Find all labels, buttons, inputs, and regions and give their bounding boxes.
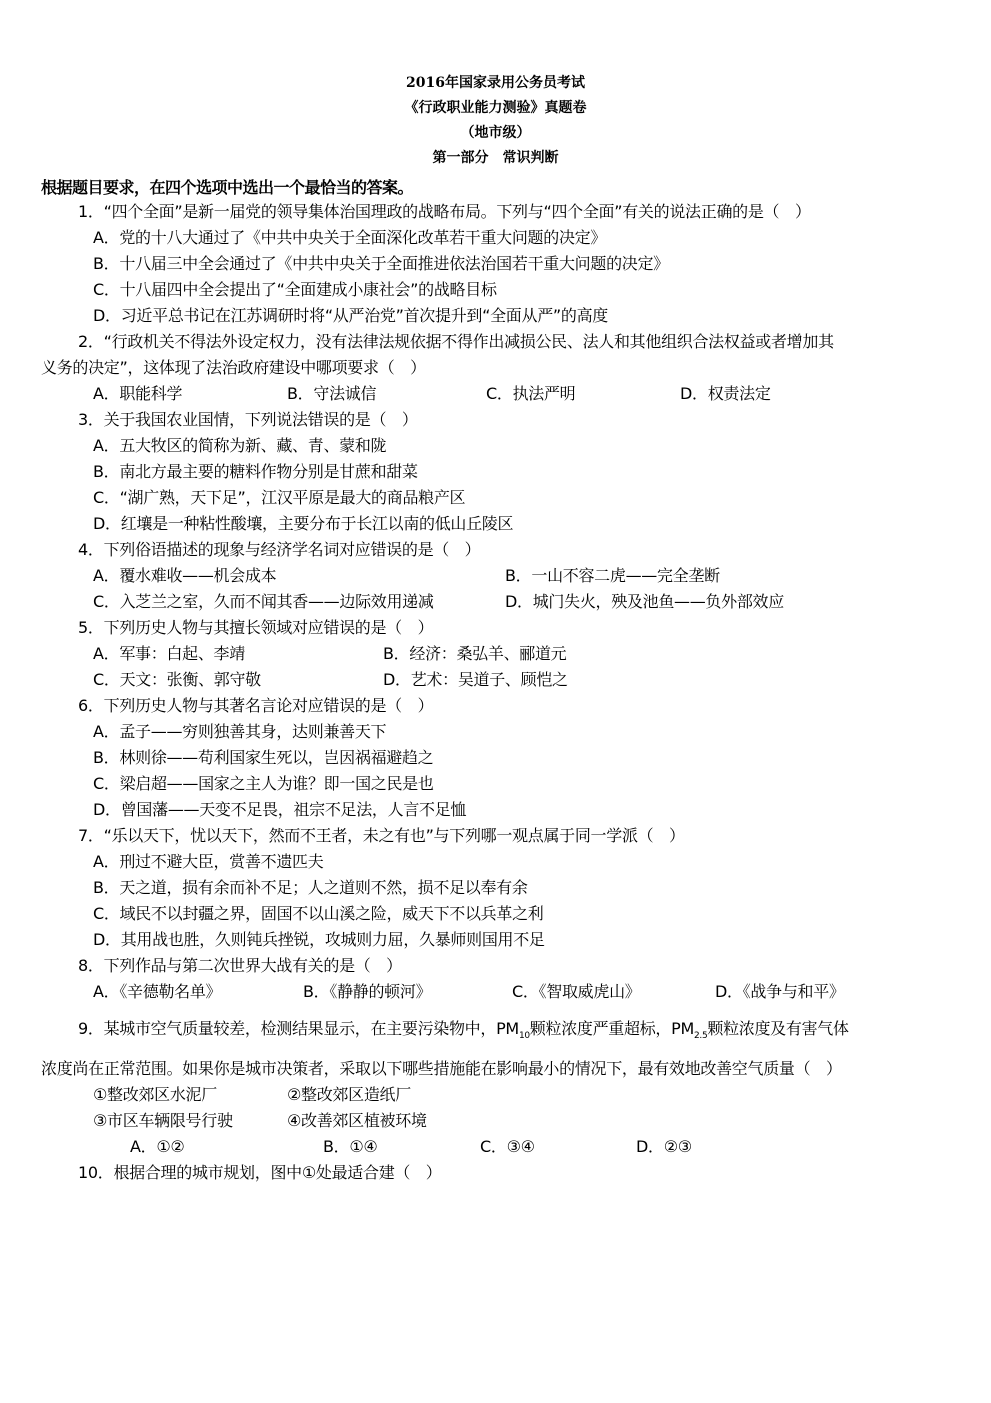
instruction-text: 根据题目要求，在四个选项中选出一个最恰当的答案。 xyxy=(41,178,414,197)
question-8-option-d: D．《战争与和平》 xyxy=(715,982,845,1001)
question-6-option-a: A．孟子——穷则独善其身，达则兼善天下 xyxy=(93,722,387,741)
question-9-text-part3: 颗粒浓度及有害气体 xyxy=(707,1019,849,1038)
question-9-option-d: D．②③ xyxy=(636,1137,692,1156)
exam-title: 2016年国家录用公务员考试 xyxy=(406,75,585,91)
question-9-measure-4: ④改善郊区植被环境 xyxy=(287,1111,427,1130)
question-7-option-d: D．其用战也胜，久则钝兵挫锐，攻城则力屈，久暴师则国用不足 xyxy=(93,930,545,949)
question-3-option-d: D．红壤是一种粘性酸壤，主要分布于长江以南的低山丘陵区 xyxy=(93,514,514,533)
question-5-option-b: B．经济：桑弘羊、郦道元 xyxy=(383,644,567,663)
question-8-option-c: C．《智取威虎山》 xyxy=(512,982,641,1001)
question-3-option-c: C．“湖广熟，天下足”，江汉平原是最大的商品粮产区 xyxy=(93,488,466,507)
question-5-stem: 5．下列历史人物与其擅长领域对应错误的是（ ） xyxy=(78,618,434,637)
question-9-stem-line2: 浓度尚在正常范围。如果你是城市决策者，采取以下哪些措施能在影响最小的情况下，最有效地改善空气质量（ ） xyxy=(41,1059,842,1078)
question-6-stem: 6．下列历史人物与其著名言论对应错误的是（ ） xyxy=(78,696,434,715)
question-5-option-d: D．艺术：吴道子、顾恺之 xyxy=(383,670,568,689)
question-2-option-a: A．职能科学 xyxy=(93,384,183,403)
question-1-option-a: A．党的十八大通过了《中共中央关于全面深化改革若干重大问题的决定》 xyxy=(93,228,607,247)
question-4-option-c: C．入芝兰之室，久而不闻其香——边际效用递减 xyxy=(93,592,434,611)
question-1-option-c: C．十八届四中全会提出了“全面建成小康社会”的战略目标 xyxy=(93,280,497,299)
question-9-option-a: A．①② xyxy=(130,1137,185,1156)
question-9-measure-1: ①整改郊区水泥厂 xyxy=(93,1085,217,1104)
question-9-option-c: C．③④ xyxy=(480,1137,535,1156)
question-2-stem-line2: 义务的决定”，这体现了法治政府建设中哪项要求（ ） xyxy=(41,358,426,377)
question-4-option-d: D．城门失火，殃及池鱼——负外部效应 xyxy=(505,592,784,611)
question-6-option-c: C．梁启超——国家之主人为谁？即一国之民是也 xyxy=(93,774,434,793)
question-3-stem: 3．关于我国农业国情，下列说法错误的是（ ） xyxy=(78,410,418,429)
question-2-option-d: D．权责法定 xyxy=(680,384,771,403)
question-4-option-a: A．覆水难收——机会成本 xyxy=(93,566,277,585)
question-3-option-b: B．南北方最主要的糖料作物分别是甘蔗和甜菜 xyxy=(93,462,418,481)
question-8-option-b: B．《静静的顿河》 xyxy=(303,982,432,1001)
question-1-option-b: B．十八届三中全会通过了《中共中央关于全面推进依法治国若干重大问题的决定》 xyxy=(93,254,669,273)
exam-subtitle: 《行政职业能力测验》真题卷 xyxy=(404,100,587,116)
question-8-option-a: A．《辛德勒名单》 xyxy=(93,982,222,1001)
section-heading: 第一部分 常识判断 xyxy=(432,150,559,166)
exam-level: （地市级） xyxy=(460,125,531,141)
question-9-text-part2: 颗粒浓度严重超标，PM xyxy=(529,1019,694,1038)
question-5-option-a: A．军事：白起、李靖 xyxy=(93,644,245,663)
question-4-option-b: B．一山不容二虎——完全垄断 xyxy=(505,566,720,585)
question-4-stem: 4．下列俗语描述的现象与经济学名词对应错误的是（ ） xyxy=(78,540,481,559)
question-5-option-c: C．天文：张衡、郭守敬 xyxy=(93,670,261,689)
question-9-measure-3: ③市区车辆限号行驶 xyxy=(93,1111,233,1130)
question-9-measure-2: ②整改郊区造纸厂 xyxy=(287,1085,411,1104)
question-10-stem: 10．根据合理的城市规划，图中①处最适合建（ ） xyxy=(78,1163,442,1182)
question-7-option-a: A．刑过不避大臣，赏善不遗匹夫 xyxy=(93,852,324,871)
question-7-stem: 7．“乐以天下，忧以天下，然而不王者，未之有也”与下列哪一观点属于同一学派（ ） xyxy=(78,826,685,845)
question-9-stem-line1 xyxy=(78,1018,849,1047)
question-2-stem-line1: 2．“行政机关不得法外设定权力，没有法律法规依据不得作出减损公民、法人和其他组织合法权益或者增加其 xyxy=(78,332,834,351)
question-6-option-b: B．林则徐——苟利国家生死以，岂因祸福避趋之 xyxy=(93,748,434,767)
pm10-subscript: 10 xyxy=(518,1031,530,1041)
question-3-option-a: A．五大牧区的简称为新、藏、青、蒙和陇 xyxy=(93,436,387,455)
pm25-subscript: 2.5 xyxy=(693,1031,708,1041)
question-2-option-c: C．执法严明 xyxy=(486,384,576,403)
question-9-option-b: B．①④ xyxy=(323,1137,378,1156)
question-7-option-c: C．域民不以封疆之界，固国不以山溪之险，威天下不以兵革之利 xyxy=(93,904,544,923)
question-1-stem: 1．“四个全面”是新一届党的领导集体治国理政的战略布局。下列与“四个全面”有关的说法正确的是（ ） xyxy=(78,202,811,221)
question-1-option-d: D．习近平总书记在江苏调研时将“从严治党”首次提升到“全面从严”的高度 xyxy=(93,306,608,325)
question-9-text-part1: 9．某城市空气质量较差，检测结果显示，在主要污染物中，PM xyxy=(78,1019,519,1038)
question-7-option-b: B．天之道，损有余而补不足；人之道则不然，损不足以奉有余 xyxy=(93,878,528,897)
question-8-stem: 8．下列作品与第二次世界大战有关的是（ ） xyxy=(78,956,402,975)
question-2-option-b: B．守法诚信 xyxy=(287,384,377,403)
question-6-option-d: D．曾国藩——天变不足畏，祖宗不足法，人言不足恤 xyxy=(93,800,467,819)
